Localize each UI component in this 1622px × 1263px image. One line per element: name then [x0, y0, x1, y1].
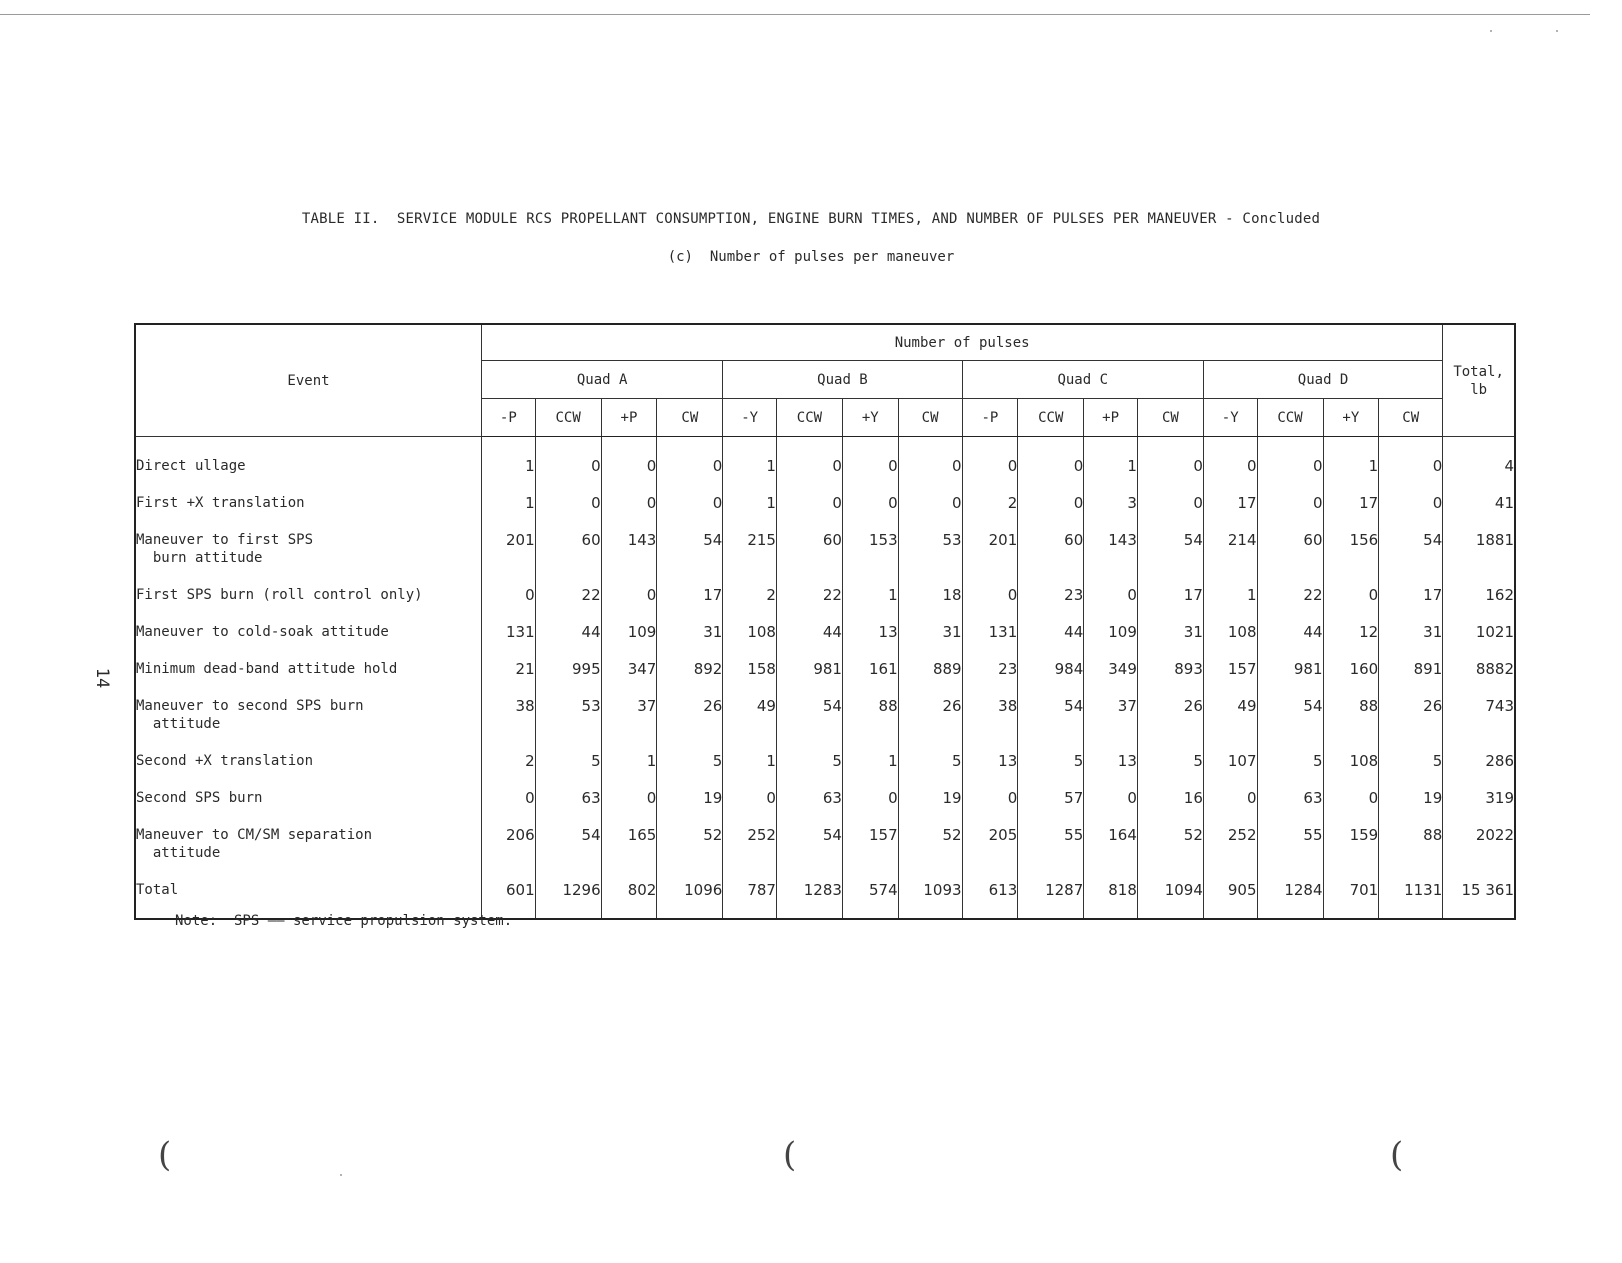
value-cell: 0 — [962, 576, 1018, 613]
value-cell: 252 — [723, 816, 777, 871]
value-cell: 347 — [601, 650, 657, 687]
value-cell: 215 — [723, 521, 777, 576]
table-row — [135, 779, 1515, 816]
value-cell: 2 — [962, 484, 1018, 521]
event-cell: Maneuver to first SPS burn attitude — [135, 521, 482, 576]
value-cell: 349 — [1084, 650, 1138, 687]
binder-hole-mark: ( — [783, 1135, 797, 1175]
value-cell: 165 — [601, 816, 657, 871]
table-row — [135, 742, 1515, 779]
value-cell: 31 — [1137, 613, 1203, 650]
value-cell: 1 — [482, 437, 536, 484]
value-cell: 44 — [776, 613, 842, 650]
value-cell: 787 — [723, 871, 777, 919]
value-cell: 54 — [1137, 521, 1203, 576]
value-cell: 0 — [1379, 484, 1443, 521]
value-cell: 0 — [962, 437, 1018, 484]
total-header: Total, lb — [1443, 324, 1515, 437]
quad-header: Quad A — [482, 361, 723, 399]
quad-header: Quad D — [1203, 361, 1442, 399]
value-cell: 17 — [1203, 484, 1257, 521]
column-header: -Y — [1203, 399, 1257, 437]
value-cell: 38 — [962, 687, 1018, 742]
binder-hole-mark: ( — [158, 1135, 172, 1175]
value-cell: 88 — [1379, 816, 1443, 871]
value-cell: 613 — [962, 871, 1018, 919]
value-cell: 108 — [1203, 613, 1257, 650]
value-cell: 161 — [842, 650, 898, 687]
value-cell: 0 — [1084, 576, 1138, 613]
value-cell: 160 — [1323, 650, 1379, 687]
value-cell: 0 — [1137, 437, 1203, 484]
value-cell: 1 — [842, 742, 898, 779]
value-cell: 0 — [657, 437, 723, 484]
value-cell: 0 — [1257, 437, 1323, 484]
value-cell: 54 — [1018, 687, 1084, 742]
table-row — [135, 521, 1515, 576]
column-header: CW — [657, 399, 723, 437]
value-cell: 574 — [842, 871, 898, 919]
column-header: -Y — [723, 399, 777, 437]
page-number: 14 — [92, 667, 113, 689]
value-cell: 205 — [962, 816, 1018, 871]
value-cell: 55 — [1018, 816, 1084, 871]
value-cell: 63 — [535, 779, 601, 816]
value-cell: 1 — [723, 437, 777, 484]
value-cell: 0 — [1084, 779, 1138, 816]
table-title: TABLE II. SERVICE MODULE RCS PROPELLANT CONSUMPTION, ENGINE BURN TIMES, AND NUMBER OF PULSES PER MANEUVER - Concluded — [301, 211, 1321, 227]
event-cell: Direct ullage — [135, 437, 482, 484]
value-cell: 0 — [898, 484, 962, 521]
value-cell: 995 — [535, 650, 601, 687]
table-row — [135, 687, 1515, 742]
table-row — [135, 576, 1515, 613]
column-header: CCW — [776, 399, 842, 437]
value-cell: 0 — [535, 484, 601, 521]
table-row — [135, 871, 1515, 919]
value-cell: 54 — [776, 816, 842, 871]
scan-speck — [340, 1174, 342, 1176]
value-cell: 5 — [1137, 742, 1203, 779]
total-cell: 41 — [1443, 484, 1515, 521]
value-cell: 0 — [776, 437, 842, 484]
value-cell: 131 — [962, 613, 1018, 650]
total-cell: 15 361 — [1443, 871, 1515, 919]
value-cell: 22 — [776, 576, 842, 613]
total-cell: 162 — [1443, 576, 1515, 613]
value-cell: 60 — [1257, 521, 1323, 576]
column-header: -P — [962, 399, 1018, 437]
value-cell: 0 — [535, 437, 601, 484]
value-cell: 38 — [482, 687, 536, 742]
value-cell: 889 — [898, 650, 962, 687]
value-cell: 891 — [1379, 650, 1443, 687]
value-cell: 1 — [723, 742, 777, 779]
binder-hole-mark: ( — [1390, 1135, 1404, 1175]
value-cell: 0 — [962, 779, 1018, 816]
pulses-table — [134, 323, 1516, 920]
value-cell: 1287 — [1018, 871, 1084, 919]
value-cell: 0 — [1018, 437, 1084, 484]
value-cell: 0 — [723, 779, 777, 816]
value-cell: 17 — [1323, 484, 1379, 521]
column-header: +Y — [842, 399, 898, 437]
value-cell: 143 — [601, 521, 657, 576]
value-cell: 153 — [842, 521, 898, 576]
value-cell: 22 — [535, 576, 601, 613]
value-cell: 5 — [1257, 742, 1323, 779]
value-cell: 157 — [842, 816, 898, 871]
scan-speck — [1556, 30, 1558, 32]
value-cell: 1 — [1323, 437, 1379, 484]
value-cell: 0 — [776, 484, 842, 521]
value-cell: 37 — [601, 687, 657, 742]
value-cell: 109 — [1084, 613, 1138, 650]
value-cell: 984 — [1018, 650, 1084, 687]
value-cell: 0 — [1137, 484, 1203, 521]
value-cell: 37 — [1084, 687, 1138, 742]
value-cell: 3 — [1084, 484, 1138, 521]
value-cell: 0 — [601, 576, 657, 613]
value-cell: 31 — [1379, 613, 1443, 650]
value-cell: 0 — [1257, 484, 1323, 521]
number-of-pulses-header: Number of pulses — [482, 324, 1443, 361]
value-cell: 2 — [482, 742, 536, 779]
column-header: -P — [482, 399, 536, 437]
footnote: Note: SPS —— service propulsion system. — [175, 913, 513, 929]
value-cell: 63 — [1257, 779, 1323, 816]
value-cell: 54 — [657, 521, 723, 576]
value-cell: 19 — [898, 779, 962, 816]
event-cell: Second +X translation — [135, 742, 482, 779]
value-cell: 214 — [1203, 521, 1257, 576]
table-subtitle: (c) Number of pulses per maneuver — [667, 249, 955, 265]
top-edge-rule — [0, 14, 1590, 15]
value-cell: 26 — [657, 687, 723, 742]
value-cell: 0 — [1203, 437, 1257, 484]
value-cell: 13 — [1084, 742, 1138, 779]
value-cell: 701 — [1323, 871, 1379, 919]
value-cell: 0 — [601, 437, 657, 484]
column-header: CW — [1137, 399, 1203, 437]
value-cell: 1 — [1203, 576, 1257, 613]
value-cell: 107 — [1203, 742, 1257, 779]
value-cell: 60 — [776, 521, 842, 576]
value-cell: 21 — [482, 650, 536, 687]
table-row — [135, 484, 1515, 521]
value-cell: 31 — [898, 613, 962, 650]
value-cell: 201 — [962, 521, 1018, 576]
value-cell: 1283 — [776, 871, 842, 919]
value-cell: 52 — [1137, 816, 1203, 871]
value-cell: 156 — [1323, 521, 1379, 576]
value-cell: 57 — [1018, 779, 1084, 816]
event-cell: Total — [135, 871, 482, 919]
value-cell: 157 — [1203, 650, 1257, 687]
value-cell: 1 — [723, 484, 777, 521]
total-cell: 1021 — [1443, 613, 1515, 650]
value-cell: 5 — [657, 742, 723, 779]
value-cell: 5 — [776, 742, 842, 779]
value-cell: 0 — [601, 484, 657, 521]
value-cell: 131 — [482, 613, 536, 650]
value-cell: 5 — [898, 742, 962, 779]
value-cell: 802 — [601, 871, 657, 919]
value-cell: 0 — [1379, 437, 1443, 484]
value-cell: 55 — [1257, 816, 1323, 871]
column-header: CW — [898, 399, 962, 437]
value-cell: 63 — [776, 779, 842, 816]
value-cell: 49 — [723, 687, 777, 742]
value-cell: 108 — [1323, 742, 1379, 779]
value-cell: 16 — [1137, 779, 1203, 816]
value-cell: 158 — [723, 650, 777, 687]
value-cell: 23 — [962, 650, 1018, 687]
column-header: +P — [601, 399, 657, 437]
event-cell: Maneuver to second SPS burn attitude — [135, 687, 482, 742]
value-cell: 26 — [1137, 687, 1203, 742]
value-cell: 0 — [657, 484, 723, 521]
event-cell: First +X translation — [135, 484, 482, 521]
value-cell: 0 — [1323, 576, 1379, 613]
value-cell: 0 — [601, 779, 657, 816]
event-cell: Second SPS burn — [135, 779, 482, 816]
value-cell: 53 — [535, 687, 601, 742]
value-cell: 201 — [482, 521, 536, 576]
value-cell: 5 — [1379, 742, 1443, 779]
value-cell: 26 — [898, 687, 962, 742]
value-cell: 0 — [842, 484, 898, 521]
value-cell: 26 — [1379, 687, 1443, 742]
value-cell: 1296 — [535, 871, 601, 919]
quad-header: Quad C — [962, 361, 1203, 399]
event-cell: First SPS burn (roll control only) — [135, 576, 482, 613]
total-cell: 4 — [1443, 437, 1515, 484]
value-cell: 88 — [1323, 687, 1379, 742]
value-cell: 164 — [1084, 816, 1138, 871]
value-cell: 905 — [1203, 871, 1257, 919]
value-cell: 44 — [1257, 613, 1323, 650]
value-cell: 2 — [723, 576, 777, 613]
value-cell: 19 — [1379, 779, 1443, 816]
value-cell: 54 — [535, 816, 601, 871]
event-cell: Maneuver to cold-soak attitude — [135, 613, 482, 650]
event-cell: Maneuver to CM/SM separation attitude — [135, 816, 482, 871]
scan-speck — [1490, 30, 1492, 32]
value-cell: 19 — [657, 779, 723, 816]
column-header: +P — [1084, 399, 1138, 437]
value-cell: 1 — [601, 742, 657, 779]
value-cell: 0 — [842, 437, 898, 484]
value-cell: 23 — [1018, 576, 1084, 613]
value-cell: 1131 — [1379, 871, 1443, 919]
value-cell: 0 — [482, 779, 536, 816]
value-cell: 1096 — [657, 871, 723, 919]
column-header: CCW — [535, 399, 601, 437]
value-cell: 0 — [1018, 484, 1084, 521]
value-cell: 17 — [657, 576, 723, 613]
column-header: CW — [1379, 399, 1443, 437]
value-cell: 44 — [1018, 613, 1084, 650]
total-cell: 8882 — [1443, 650, 1515, 687]
value-cell: 818 — [1084, 871, 1138, 919]
value-cell: 60 — [535, 521, 601, 576]
table-row — [135, 613, 1515, 650]
value-cell: 1 — [842, 576, 898, 613]
value-cell: 44 — [535, 613, 601, 650]
value-cell: 54 — [1379, 521, 1443, 576]
value-cell: 1284 — [1257, 871, 1323, 919]
value-cell: 53 — [898, 521, 962, 576]
total-cell: 743 — [1443, 687, 1515, 742]
total-cell: 286 — [1443, 742, 1515, 779]
value-cell: 1094 — [1137, 871, 1203, 919]
value-cell: 143 — [1084, 521, 1138, 576]
value-cell: 13 — [962, 742, 1018, 779]
value-cell: 22 — [1257, 576, 1323, 613]
total-cell: 2022 — [1443, 816, 1515, 871]
value-cell: 31 — [657, 613, 723, 650]
value-cell: 0 — [1323, 779, 1379, 816]
value-cell: 13 — [842, 613, 898, 650]
value-cell: 52 — [898, 816, 962, 871]
value-cell: 252 — [1203, 816, 1257, 871]
quad-header: Quad B — [723, 361, 962, 399]
value-cell: 892 — [657, 650, 723, 687]
column-header: CCW — [1018, 399, 1084, 437]
value-cell: 54 — [776, 687, 842, 742]
value-cell: 18 — [898, 576, 962, 613]
value-cell: 54 — [1257, 687, 1323, 742]
event-header: Event — [135, 324, 482, 437]
value-cell: 17 — [1137, 576, 1203, 613]
value-cell: 52 — [657, 816, 723, 871]
column-header: +Y — [1323, 399, 1379, 437]
value-cell: 0 — [1203, 779, 1257, 816]
value-cell: 981 — [776, 650, 842, 687]
value-cell: 109 — [601, 613, 657, 650]
table-row — [135, 650, 1515, 687]
value-cell: 49 — [1203, 687, 1257, 742]
event-cell: Minimum dead-band attitude hold — [135, 650, 482, 687]
value-cell: 601 — [482, 871, 536, 919]
value-cell: 5 — [535, 742, 601, 779]
value-cell: 0 — [482, 576, 536, 613]
table-row — [135, 816, 1515, 871]
value-cell: 60 — [1018, 521, 1084, 576]
value-cell: 206 — [482, 816, 536, 871]
column-header: CCW — [1257, 399, 1323, 437]
value-cell: 5 — [1018, 742, 1084, 779]
value-cell: 159 — [1323, 816, 1379, 871]
value-cell: 88 — [842, 687, 898, 742]
value-cell: 17 — [1379, 576, 1443, 613]
value-cell: 1 — [482, 484, 536, 521]
value-cell: 0 — [842, 779, 898, 816]
value-cell: 1093 — [898, 871, 962, 919]
value-cell: 0 — [898, 437, 962, 484]
value-cell: 1 — [1084, 437, 1138, 484]
total-cell: 1881 — [1443, 521, 1515, 576]
value-cell: 108 — [723, 613, 777, 650]
value-cell: 981 — [1257, 650, 1323, 687]
total-cell: 319 — [1443, 779, 1515, 816]
value-cell: 893 — [1137, 650, 1203, 687]
value-cell: 12 — [1323, 613, 1379, 650]
table-row — [135, 437, 1515, 484]
